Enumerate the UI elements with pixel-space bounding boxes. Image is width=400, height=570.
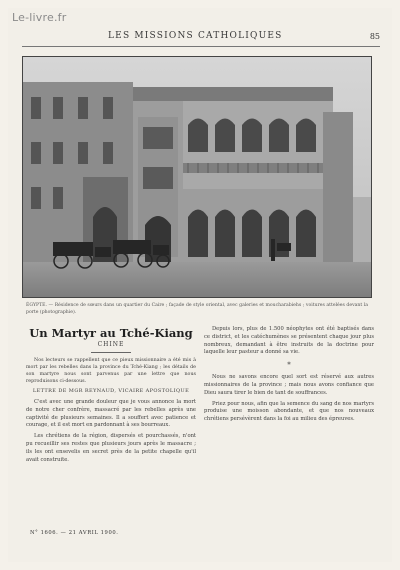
page-header	[38, 30, 380, 42]
running-head: LES MISSIONS CATHOLIQUES	[108, 31, 283, 41]
article-paragraph: C'est avec une grande douleur que je vous annonce la mort de notre cher confrère, massacré par les rebelles après une captivité de plusieurs semaines. Il a souffert avec patience et courage, et il est mort en pardonnant à ses bourreaux.	[26, 399, 196, 429]
page-number: 85	[369, 31, 380, 41]
letter-heading: LETTRE DE MGR REYNAUD, VICAIRE APOSTOLIQUE	[32, 388, 190, 394]
article-title: Un Martyr au Tché-Kiang	[29, 326, 193, 340]
watermark: Le-livre.fr	[12, 11, 67, 24]
header-rule	[22, 46, 380, 47]
issue-footer: N° 1606. — 21 AVRIL 1900.	[30, 530, 119, 536]
article-subtitle: CHINE	[97, 341, 125, 348]
article-paragraph: Nous ne savons encore quel sort est réservé aux autres missionnaires de la province ; mais nous avons confiance que Dieu saura tirer le bien de tant de souffrances.	[204, 374, 374, 396]
photograph	[22, 56, 372, 298]
document-page	[8, 8, 392, 562]
photo-illustration	[23, 57, 371, 297]
article-paragraph: Priez pour nous, afin que la semence du sang de nos martyrs produise une moisson abondante, et que nos nouveaux chrétiens persévèrent dans la foi au milieu des épreuves.	[204, 400, 374, 423]
left-column	[26, 326, 196, 467]
article-paragraph: Depuis lors, plus de 1.500 néophytes ont été baptisés dans ce district, et les catéchumènes se présentent chaque jour plus nombreux, demandant à être instruits de la doctrine pour laquelle leur pasteur a donné sa vie.	[204, 326, 374, 356]
title-rule	[91, 352, 131, 353]
article-intro: Nos lecteurs se rappellent que ce pieux missionnaire a été mis à mort par les rebelles dans la province du Tché-Kiang ; les détails de son martyre nous sont parvenus par une lettre que nous reproduisons ci-dessous.	[26, 358, 196, 384]
section-divider: *	[287, 361, 291, 370]
photo-caption: ÉGYPTE. — Résidence de sœurs dans un quartier du Caire ; façade de style oriental, avec galeries et moucharabiehs ; voitures attelées devant la porte (photographie).	[26, 303, 368, 315]
article-paragraph: Les chrétiens de la région, dispersés et pourchassés, n'ont pu recueillir ses restes que plusieurs jours après le massacre ; ils les ont ensevelis en secret près de la petite chapelle qu'il avait construite.	[26, 433, 196, 463]
right-column	[204, 326, 374, 427]
